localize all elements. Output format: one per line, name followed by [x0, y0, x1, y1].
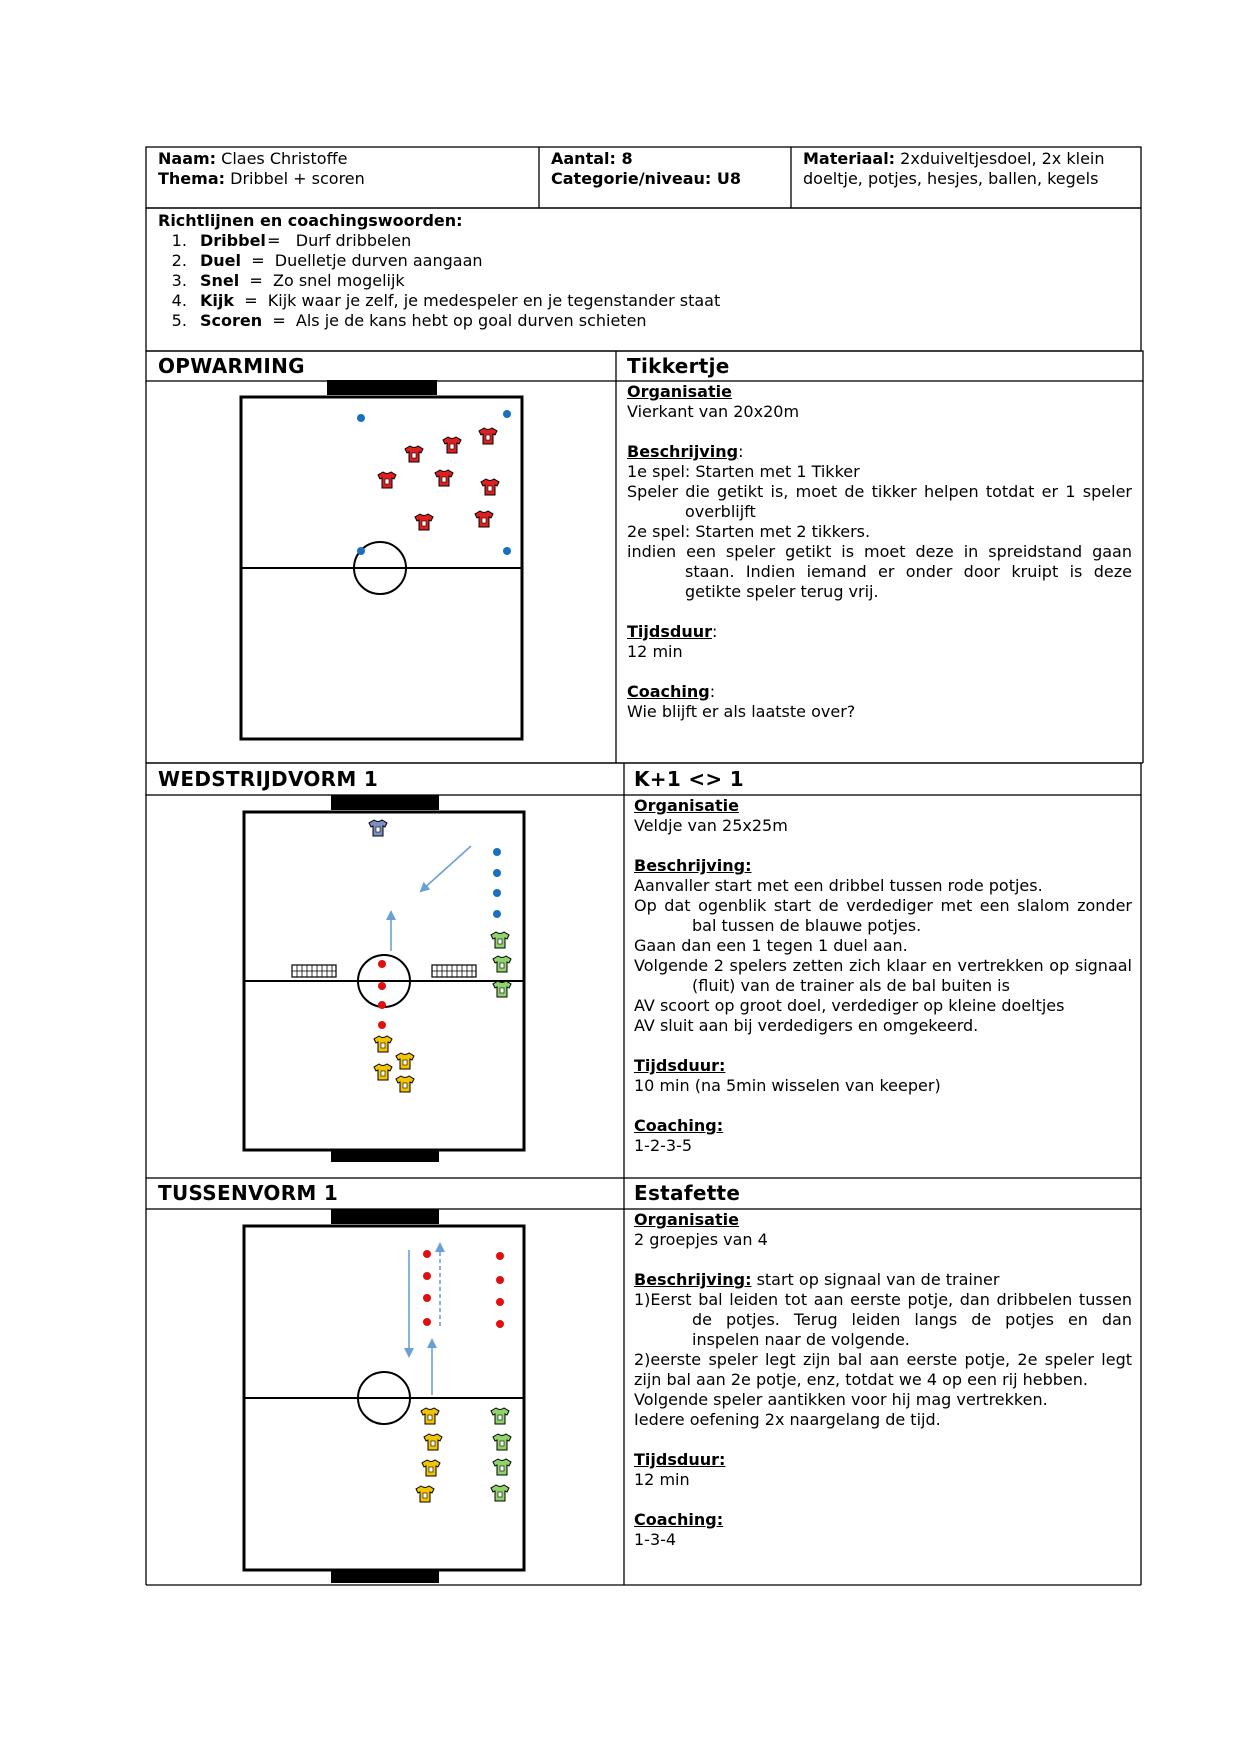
desc-line: Speler die getikt is, moet de tikker helpen totdat er 1 speler overblijft [627, 482, 1132, 521]
coaching-heading: Coaching: [634, 1510, 724, 1529]
cone-red [496, 1320, 504, 1328]
beschrijving-suffix: start op signaal van de trainer [756, 1270, 1000, 1289]
guideline-word: Scoren [200, 311, 263, 330]
desc-line: Volgende 2 spelers zetten zich klaar en vertrekken op signaal (fluit) van de trainer als de bal buiten is [634, 956, 1132, 995]
coaching-heading: Coaching [627, 682, 710, 701]
tijdsduur-heading: Tijdsduur: [634, 1450, 726, 1469]
guideline-sep: = [267, 231, 281, 250]
cone-blue [357, 547, 365, 555]
tijdsduur-heading: Tijdsduur: [634, 1056, 726, 1075]
categorie-value: U8 [716, 169, 741, 188]
cone-blue [493, 889, 501, 897]
beschrijving-heading: Beschrijving [627, 442, 739, 461]
desc-line: Iedere oefening 2x naargelang de tijd. [634, 1410, 941, 1429]
guideline-word: Kijk [200, 291, 235, 310]
aantal-label: Aantal: [551, 149, 616, 168]
cone-red [378, 960, 386, 968]
desc-line: Volgende speler aantikken voor hij mag vertrekken. [634, 1390, 1048, 1409]
goal-top [331, 795, 439, 810]
guidelines-title: Richtlijnen en coachingswoorden: [158, 211, 463, 230]
guideline-text: Als je de kans hebt op goal durven schieten [295, 311, 647, 330]
section-label-tussenvorm: TUSSENVORM 1 [158, 1181, 339, 1205]
field-opwarming [241, 380, 522, 739]
section-name-estafette: Estafette [634, 1181, 741, 1205]
desc-line: 1)Eerst bal leiden tot aan eerste potje, dan dribbelen tussen de potjes. Terug leiden langs de potjes en dan inspelen naar de volgende. [634, 1290, 1132, 1349]
beschrijving-heading: Beschrijving: [634, 1270, 752, 1289]
cone-red [378, 1001, 386, 1009]
organisatie-text: Veldje van 25x25m [634, 816, 788, 835]
cone-blue [493, 910, 501, 918]
goal-top [327, 380, 437, 395]
guideline-text: Kijk waar je zelf, je medespeler en je tegenstander staat [267, 291, 721, 310]
guideline-text: Zo snel mogelijk [273, 271, 405, 290]
cone-red [423, 1272, 431, 1280]
guideline-word: Dribbel [200, 231, 266, 250]
desc-line: Op dat ogenblik start de verdediger met een slalom zonder bal tussen de blauwe potjes. [634, 896, 1132, 935]
cone-red [496, 1252, 504, 1260]
cone-red [423, 1318, 431, 1326]
desc-line: AV sluit aan bij verdedigers en omgekeerd. [634, 1016, 979, 1035]
organisatie-heading: Organisatie [634, 1210, 739, 1229]
goal-top [331, 1209, 439, 1224]
organisatie-heading: Organisatie [627, 382, 732, 401]
section-1-text: Organisatie Vierkant van 20x20m Beschrijving: 1e spel: Starten met 1 Tikker Speler die getikt is, moet de tikker helpen totdat er 1 speler overblijft 2e spel: Starten met 2 tikkers. indien een speler getikt is moet deze in spreidstand gaan staan. Indien iemand er onder door kruipt is deze getikte speler terug vrij. Tijdsduur: 12 min Coaching: Wie blijft er als laatste over? [627, 382, 1132, 721]
naam-value: Claes Christoffe [221, 149, 348, 168]
guideline-text: Durf dribbelen [295, 231, 412, 250]
tijdsduur-text: 12 min [627, 642, 683, 661]
tijdsduur-heading: Tijdsduur [627, 622, 712, 641]
field-wedstrijdvorm [244, 795, 524, 1162]
cone-blue [503, 410, 511, 418]
cone-red [496, 1276, 504, 1284]
guideline-sep: = [251, 251, 265, 270]
section-label-wedstrijdvorm: WEDSTRIJDVORM 1 [158, 767, 379, 791]
tijdsduur-text: 12 min [634, 1470, 690, 1489]
materiaal-value: 2xduiveltjesdoel, 2x klein doeltje, potjes, hesjes, ballen, kegels [803, 149, 1105, 188]
guideline-text: Duelletje durven aangaan [274, 251, 483, 270]
tijdsduur-text: 10 min (na 5min wisselen van keeper) [634, 1076, 941, 1095]
field-tussenvorm [244, 1209, 524, 1583]
desc-line: 1e spel: Starten met 1 Tikker [627, 462, 860, 481]
desc-line: AV scoort op groot doel, verdediger op kleine doeltjes [634, 996, 1065, 1015]
desc-line: indien een speler getikt is moet deze in spreidstand gaan staan. Indien iemand er onder door kruipt is deze getikte speler terug vrij. [627, 542, 1132, 601]
small-goal-right [432, 965, 476, 977]
cone-red [496, 1298, 504, 1306]
desc-line: 2)eerste speler legt zijn bal aan eerste potje, 2e speler legt zijn bal aan 2e potje, enz, totdat we 4 op een rij hebben. [634, 1350, 1132, 1389]
desc-line: Aanvaller start met een dribbel tussen rode potjes. [634, 876, 1043, 895]
cone-blue [493, 848, 501, 856]
organisatie-text: 2 groepjes van 4 [634, 1230, 768, 1249]
coaching-heading: Coaching: [634, 1116, 724, 1135]
cone-red [423, 1250, 431, 1258]
desc-line: Gaan dan een 1 tegen 1 duel aan. [634, 936, 908, 955]
cone-blue [357, 414, 365, 422]
organisatie-text: Vierkant van 20x20m [627, 402, 800, 421]
naam-label: Naam: [158, 149, 217, 168]
organisatie-heading: Organisatie [634, 796, 739, 815]
cone-red [378, 982, 386, 990]
desc-line: 2e spel: Starten met 2 tikkers. [627, 522, 871, 541]
section-name-tikkertje: Tikkertje [627, 354, 730, 378]
categorie-label: Categorie/niveau: [551, 169, 712, 188]
coaching-text: 1-2-3-5 [634, 1136, 693, 1155]
guideline-word: Duel [200, 251, 242, 270]
cone-blue [503, 547, 511, 555]
coaching-text: Wie blijft er als laatste over? [627, 702, 856, 721]
small-goal-left [292, 965, 336, 977]
guideline-sep: = [272, 311, 286, 330]
guideline-sep: = [249, 271, 263, 290]
thema-label: Thema: [158, 169, 226, 188]
thema-value: Dribbel + scoren [230, 169, 365, 188]
guideline-word: Snel [200, 271, 240, 290]
coaching-text: 1-3-4 [634, 1530, 677, 1549]
aantal-value: 8 [621, 149, 633, 168]
cone-red [378, 1021, 386, 1029]
guideline-sep: = [244, 291, 258, 310]
cone-red [423, 1294, 431, 1302]
section-name-k1: K+1 <> 1 [634, 767, 744, 791]
materiaal-label: Materiaal: [803, 149, 896, 168]
beschrijving-heading: Beschrijving: [634, 856, 752, 875]
cone-blue [493, 869, 501, 877]
section-label-opwarming: OPWARMING [158, 354, 305, 378]
